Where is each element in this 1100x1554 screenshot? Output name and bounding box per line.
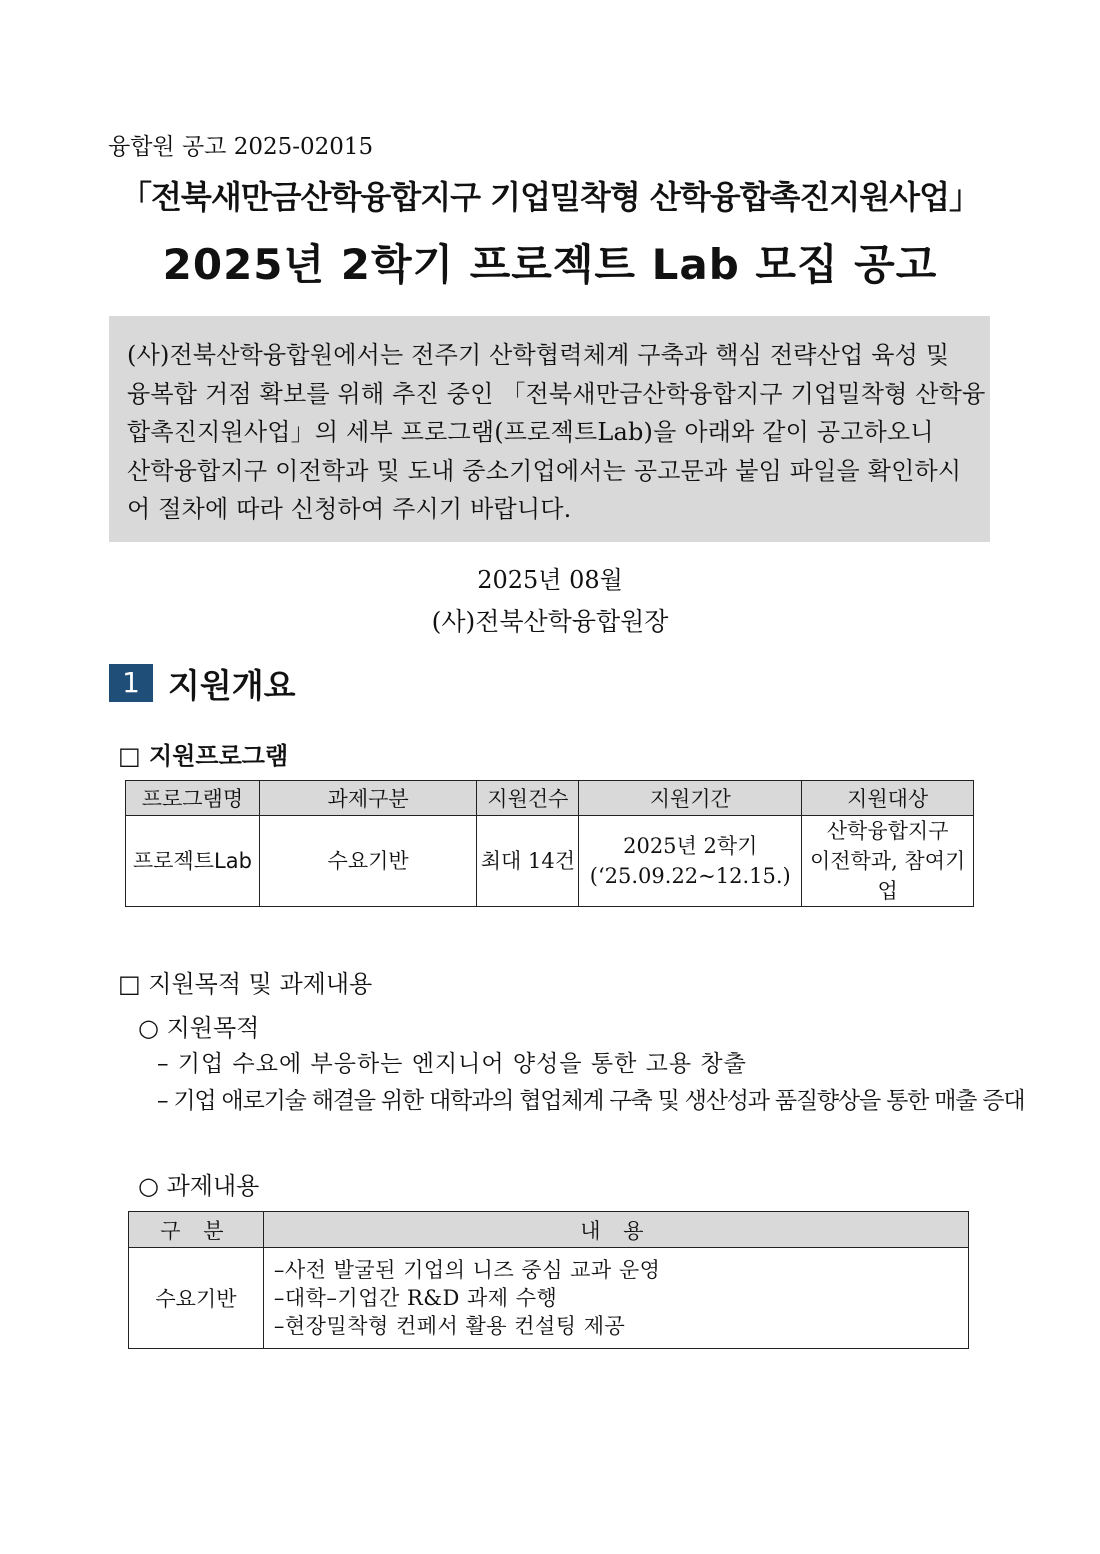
program-table	[125, 780, 974, 907]
table-header-cell: 과제구분	[259, 781, 477, 816]
content-item: –현장밀착형 컨페서 활용 컨설팅 제공	[273, 1314, 626, 1338]
section-number-badge: 1	[109, 664, 153, 702]
table-row	[126, 816, 974, 907]
intro-line: (사)전북산학융합원에서는 전주기 산학협력체계 구축과 핵심 전략산업 육성 및	[127, 341, 950, 369]
table-header-cell: 내 용	[263, 1212, 968, 1248]
table-header-row	[129, 1212, 969, 1248]
program-count-cell: 최대 14건	[477, 816, 579, 907]
program-name-cell: 프로젝트Lab	[126, 816, 260, 907]
intro-box	[109, 316, 990, 542]
intro-line: 산학융합지구 이전학과 및 도내 중소기업에서는 공고문과 붙임 파일을 확인하시	[127, 456, 962, 485]
period-line: 2025년 2학기	[623, 834, 758, 858]
content-item: –사전 발굴된 기업의 니즈 중심 교과 운영	[273, 1258, 661, 1282]
program-heading: □ 지원프로그램	[118, 742, 289, 770]
program-target-cell	[802, 816, 974, 907]
table-header-cell: 프로그램명	[126, 781, 260, 816]
notice-number: 융합원 공고 2025-02015	[108, 134, 374, 160]
intro-line: 어 절차에 따라 신청하여 주시기 바랍니다.	[127, 495, 572, 523]
table-header-cell: 지원기간	[579, 781, 802, 816]
issue-date: 2025년 08월	[477, 566, 623, 594]
target-line: 산학융합지구	[826, 819, 949, 843]
target-line: 이전학과, 참여기업	[809, 849, 966, 903]
program-type-cell: 수요기반	[259, 816, 477, 907]
table-header-cell: 구 분	[129, 1212, 264, 1248]
table-row	[129, 1248, 969, 1349]
document-title: 「전북새만금산학융합지구 기업밀착형 산학융합촉진지원사업」	[120, 178, 980, 216]
content-item: –대학–기업간 R&D 과제 수행	[273, 1286, 558, 1310]
section-title: 지원개요	[168, 666, 296, 705]
content-table	[128, 1211, 969, 1349]
table-header-cell: 지원건수	[477, 781, 579, 816]
content-category-cell: 수요기반	[129, 1248, 264, 1349]
purpose-item: – 기업 애로기술 해결을 위한 대학과의 협업체계 구축 및 생산성과 품질향상을 통한 매출 증대	[157, 1088, 1025, 1114]
table-header-cell: 지원대상	[802, 781, 974, 816]
period-line: (‘25.09.22~12.15.)	[589, 864, 791, 888]
content-items-cell	[263, 1248, 968, 1349]
content-subheading: ○ 과제내용	[138, 1172, 260, 1200]
issuer-name: (사)전북산학융합원장	[431, 607, 669, 636]
table-header-row	[126, 781, 974, 816]
program-period-cell	[579, 816, 802, 907]
purpose-subheading: ○ 지원목적	[138, 1014, 260, 1042]
purpose-item: – 기업 수요에 부응하는 엔지니어 양성을 통한 고용 창출	[157, 1051, 747, 1077]
intro-line: 융복합 거점 확보를 위해 추진 중인 「전북새만금산학융합지구 기업밀착형 산학융	[127, 379, 986, 408]
purpose-heading: □ 지원목적 및 과제내용	[118, 970, 373, 998]
document-subtitle: 2025년 2학기 프로젝트 Lab 모집 공고	[162, 240, 938, 289]
intro-line: 합촉진지원사업」의 세부 프로그램(프로젝트Lab)을 아래와 같이 공고하오니	[127, 418, 934, 446]
